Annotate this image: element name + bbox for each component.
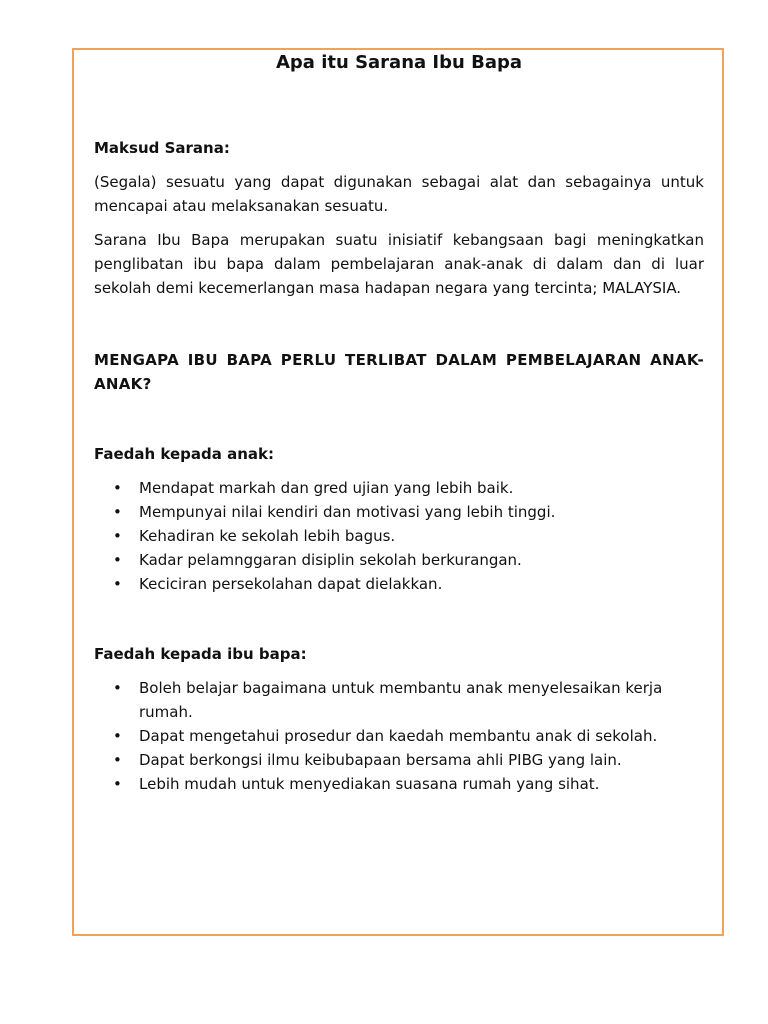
page-title: Apa itu Sarana Ibu Bapa [275, 52, 522, 73]
bullet-icon: • [113, 679, 122, 697]
question-heading: MENGAPA IBU BAPA PERLU TERLIBAT DALAM PEMBELAJARAN ANAK-ANAK? [94, 351, 704, 393]
faedah-ibubapa-heading: Faedah kepada ibu bapa: [94, 645, 307, 663]
faedah-anak-list [94, 476, 704, 596]
list-item-text: Dapat berkongsi ilmu keibubapaan bersama ahli PIBG yang lain. [139, 751, 622, 769]
list-item-text: Keciciran persekolahan dapat dielakkan. [139, 575, 443, 593]
bullet-icon: • [113, 575, 122, 593]
list-item-text: Mempunyai nilai kendiri dan motivasi yang lebih tinggi. [139, 503, 556, 521]
bullet-icon: • [113, 479, 122, 497]
document-content [94, 50, 704, 796]
list-item-text: Mendapat markah dan gred ujian yang lebih baik. [139, 479, 514, 497]
bullet-icon: • [113, 727, 122, 745]
list-item-text: Dapat mengetahui prosedur dan kaedah membantu anak di sekolah. [139, 727, 658, 745]
definition-paragraph: (Segala) sesuatu yang dapat digunakan sebagai alat dan sebagainya untuk mencapai atau melaksanakan sesuatu. [94, 173, 704, 215]
list-item [94, 572, 704, 596]
list-item [94, 724, 704, 748]
bullet-icon: • [113, 503, 122, 521]
list-item [94, 676, 704, 724]
list-item-text: Lebih mudah untuk menyediakan suasana rumah yang sihat. [139, 775, 600, 793]
list-item-text: Kehadiran ke sekolah lebih bagus. [139, 527, 396, 545]
maksud-heading: Maksud Sarana: [94, 139, 230, 157]
bullet-icon: • [113, 527, 122, 545]
bullet-icon: • [113, 551, 122, 569]
list-item [94, 772, 704, 796]
description-paragraph: Sarana Ibu Bapa merupakan suatu inisiatif kebangsaan bagi meningkatkan penglibatan ibu bapa dalam pembelajaran anak-anak di dalam dan di luar sekolah demi kecemerlangan masa hadapan negara yang tercinta; MALAYSIA. [94, 231, 704, 297]
list-item [94, 476, 704, 500]
faedah-ibubapa-list [94, 676, 704, 796]
faedah-anak-heading: Faedah kepada anak: [94, 445, 275, 463]
list-item [94, 500, 704, 524]
list-item-text: Boleh belajar bagaimana untuk membantu anak menyelesaikan kerja rumah. [139, 679, 663, 721]
bullet-icon: • [113, 775, 122, 793]
list-item [94, 548, 704, 572]
list-item-text: Kadar pelamnggaran disiplin sekolah berkurangan. [139, 551, 522, 569]
bullet-icon: • [113, 751, 122, 769]
list-item [94, 748, 704, 772]
list-item [94, 524, 704, 548]
